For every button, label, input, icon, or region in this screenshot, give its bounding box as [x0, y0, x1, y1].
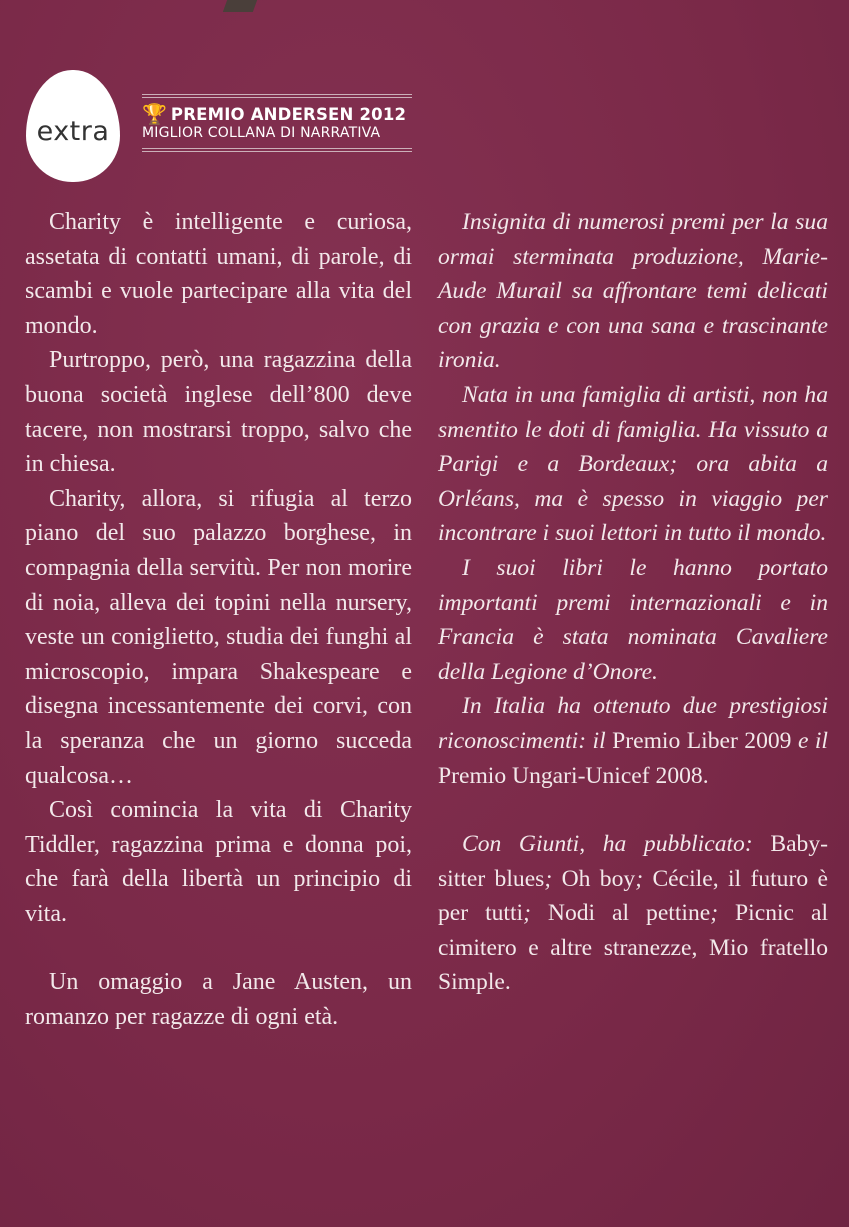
- bibliography: [438, 827, 828, 1000]
- award-rule-bottom: [142, 148, 412, 152]
- spacer: [25, 931, 412, 965]
- spacer: [438, 793, 828, 827]
- trophy-icon: 🏆: [142, 102, 167, 126]
- separator: ;: [544, 865, 562, 892]
- synopsis-column: [25, 205, 412, 1035]
- award-liber: Premio Liber 2009: [612, 727, 792, 754]
- separator: ,: [691, 934, 709, 961]
- award-title: PREMIO ANDERSEN 2012: [170, 104, 407, 124]
- bio-awards-intro: In Italia ha ottenuto due prestigiosi riconoscimenti: il: [438, 693, 828, 754]
- award-rule-top: [142, 94, 412, 98]
- book-title-cecile: Cécile, il futuro è per tutti: [438, 865, 828, 927]
- author-bio-column: [438, 205, 828, 1000]
- bio-paragraph-3: I suoi libri le hanno portato importanti premi internazionali e in Francia è stata nominata Cavaliere della Legione d’Onore.: [438, 554, 828, 685]
- bio-paragraph-2: Nata in una famiglia di artisti, non ha smentito le doti di famiglia. Ha vissuto a Parigi e a Bordeaux; ora abita a Orléans, ma è spesso in viaggio per incontrare i suoi lettori in tutto il mondo.: [438, 381, 828, 547]
- award-banner: [142, 94, 412, 152]
- bibliography-intro: Con Giunti, ha pubblicato:: [462, 831, 771, 858]
- book-title-picnic: Picnic al cimitero e altre stranezze: [438, 900, 828, 961]
- separator: ;: [710, 900, 736, 927]
- award-unicef: Premio Ungari-Unicef 2008.: [438, 762, 709, 789]
- separator: ;: [635, 865, 653, 892]
- synopsis-paragraph-4: Così comincia la vita di Charity Tiddler, ragazzina prima e donna poi, che farà della libertà un principio di vita.: [25, 797, 412, 927]
- synopsis-paragraph-3: Charity, allora, si rifugia al terzo piano del suo palazzo borghese, in compagnia della servitù. Per non morire di noia, alleva dei topini nella nursery, veste un coniglietto, studia dei funghi al microscopio, impara Shakespeare e disegna incessantemente dei corvi, con la speranza che un giorno succeda qualcosa…: [25, 485, 412, 789]
- book-title-nodi: Nodi al pettine: [547, 900, 711, 927]
- synopsis-paragraph-2: Purtroppo, però, una ragazzina della buona società inglese dell’800 deve tacere, non mostrarsi troppo, salvo che in chiesa.: [25, 347, 412, 478]
- bio-paragraph-1: Insignita di numerosi premi per la sua ormai sterminata produzione, Marie-Aude Murail sa affrontare temi delicati con grazia e con una sana e trascinante ironia.: [438, 209, 828, 374]
- book-title-simple: Mio fratello Simple.: [438, 934, 828, 996]
- bio-paragraph-4: [438, 689, 828, 793]
- extra-egg-logo: [26, 70, 120, 182]
- award-subtitle: MIGLIOR COLLANA DI NARRATIVA: [142, 125, 381, 141]
- separator: ;: [523, 900, 548, 927]
- corner-strip: [223, 0, 257, 12]
- egg-label: extra: [36, 115, 110, 147]
- synopsis-closing: Un omaggio a Jane Austen, un romanzo per ragazze di ogni età.: [25, 969, 412, 1031]
- bio-conjunction: e il: [791, 727, 828, 754]
- synopsis-paragraph-1: Charity è intelligente e curiosa, assetata di contatti umani, di parole, di scambi e vuole partecipare alla vita del mondo.: [25, 209, 412, 339]
- book-title-babysitter: Baby-sitter blues: [438, 831, 828, 892]
- book-title-ohboy: Oh boy: [561, 865, 636, 892]
